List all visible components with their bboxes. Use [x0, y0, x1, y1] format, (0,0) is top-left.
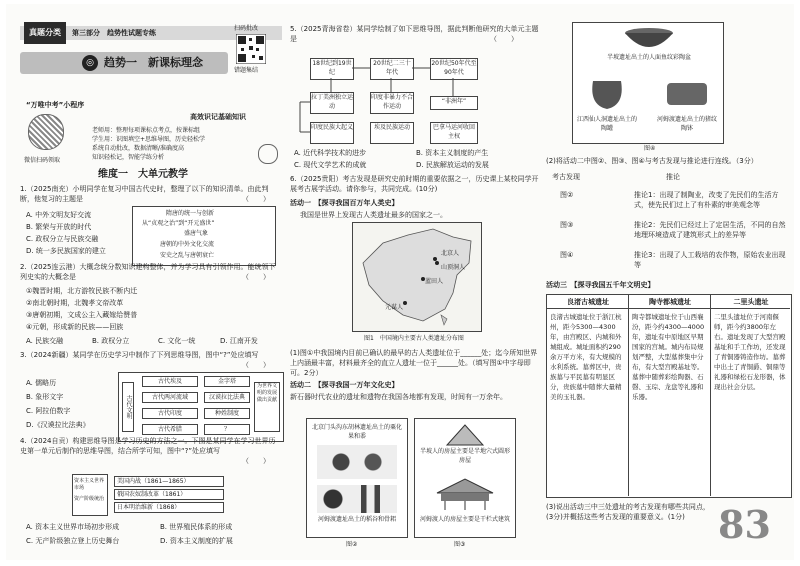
fig2-caption-top: 北京门头沟东胡林遗址出土的粟化果和黍 [311, 424, 402, 440]
table-divider [628, 294, 629, 496]
q3-node: 古代印度 [142, 408, 198, 419]
qr-sub: 错题集结 [234, 67, 259, 74]
semi-house-photo [443, 423, 487, 447]
q5-option-a[interactable]: A. 近代科学技术的进步 [294, 149, 367, 157]
q5-option-d[interactable]: D. 民族解放运动的发展 [416, 161, 489, 169]
dimension-title: 维度一 大单元教学 [98, 169, 188, 180]
q4-paren: （ ） [242, 457, 270, 465]
promo-teacher: 老师用：整理每项课标点考点，按课标组 [92, 127, 201, 134]
q4-option-b[interactable]: B. 世界殖民体系的形成 [160, 523, 233, 531]
map-label: 蓝田人 [425, 278, 444, 285]
qr-code-icon[interactable] [236, 34, 266, 64]
banner-badge-icon: ◎ [82, 55, 98, 71]
q6-part2: (2)将活动二中图②、图③、图④与考古发现与推论进行连线。（3分） [546, 157, 758, 165]
q6-stem: 6.（2025贵阳）考古发现是研究史前时期的重要依据之一，历史课上某校同学开展考古展学活动。请你参与，共同完成。(10分) [290, 175, 539, 193]
q5-option-c[interactable]: C. 现代文学艺术的成就 [294, 161, 367, 169]
table-header: 二里头遗址 [733, 298, 769, 306]
q6-activity2-text: 新石器时代农业的遗址和遗物在我国各地都有发现，时间有一万余年。 [290, 393, 507, 401]
qr-label: 扫码批改 [234, 25, 259, 32]
q3-node: 种姓制度 [204, 408, 250, 419]
q5-top: 20世纪二三十年代 [370, 58, 414, 80]
bone-tool-photo [317, 485, 397, 513]
q4-left: 资本主义世界市场 [74, 478, 105, 491]
q5-bot: 印度民族大起义 [310, 122, 354, 144]
q4-option-a[interactable]: A. 资本主义世界市场初步形成 [26, 523, 120, 531]
pig-bowl-photo [663, 79, 711, 109]
painted-basin-photo [623, 27, 675, 49]
q5-mid: “非洲年” [430, 96, 478, 110]
q2-option-d[interactable]: D. 江南开发 [220, 337, 258, 345]
q3-center: 古代文明 [122, 382, 134, 432]
th-find: 考古发现 [552, 173, 580, 181]
q2-stem: 2.（2025连云港）大概念统分数知识建构整体，并为学习具有引领作用。能统领下列史实的大概念是 [20, 263, 276, 281]
q1-box-line: 隋唐的统一与创新 [166, 210, 215, 217]
map-label: 山顶洞人 [441, 264, 466, 271]
promo-right: 高效识记基础知识 [190, 113, 246, 121]
q4-stem: 4.（2024自贡）构建思维导图是学习历史的方法之一。下图是某同学在学习世界历史第一单元后制作的思维导图，结合所学可知，图中“?”处应填写 [20, 437, 276, 455]
q3-node: ？ [204, 424, 250, 435]
q4-option-c[interactable]: C. 无产阶级独立登上历史舞台 [26, 537, 120, 545]
q5-connectors [290, 56, 540, 146]
q2-option-a[interactable]: A. 民族交融 [26, 337, 64, 345]
q1-box-line: 唐朝的中外文化交流 [160, 241, 215, 248]
figure-4 [572, 22, 724, 144]
q4-item: 日本明治维新（1868） [114, 502, 224, 513]
link-inference[interactable]: 推论1：出现了制陶业，改变了先民们的生活方式，使先民们过上了有朴素的审美观念等 [634, 191, 779, 209]
q4-item: 美国内战（1861—1865） [114, 476, 224, 487]
link-fig[interactable]: 图③ [560, 221, 574, 229]
q5-mid: 印度非暴力不合作运动 [370, 92, 414, 114]
q6-activity1-text: 我国是世界上发现古人类遗址最多的国家之一。 [300, 211, 447, 219]
promo-wechat: 微信扫码领取 [24, 157, 61, 164]
q1-option-c[interactable]: C. 政权分立与民族交融 [26, 235, 99, 243]
q3-option-d[interactable]: D.《汉谟拉比法典》 [26, 421, 90, 429]
table-divider [546, 308, 790, 309]
fig3-label: 图③ [454, 541, 466, 548]
page-number: 83 [718, 502, 771, 547]
table-header: 陶寺都城遗址 [649, 298, 691, 306]
q1-box-line: 盛唐气象 [184, 230, 209, 237]
q3-node: 古代埃及 [142, 376, 198, 387]
q2-item: ④元朝，形成新的民族——回族 [26, 323, 124, 331]
table-cell: 良渚古城遗址位于浙江杭州，距今5300—4300年，由宫殿区、内城和外城组成。城址面积约290余万平方米，有大规模的水利系统。墓葬区中，贵族墓与平民墓有明显区分，贵族墓中随葬大量精美的玉礼器。 [550, 313, 622, 401]
q3-option-b[interactable]: B. 象形文字 [26, 393, 64, 401]
logo: 真题分类 [24, 22, 66, 44]
stilt-house-photo [431, 475, 499, 511]
q1-box-line: 从“贞观之治”到“开元盛世” [142, 220, 215, 227]
link-fig[interactable]: 图② [560, 191, 574, 199]
q1-paren: （ ） [242, 195, 270, 203]
q3-node: 古代希腊 [142, 424, 198, 435]
exam-page [6, 4, 794, 560]
q2-item: ①魏晋时期，北方游牧民族不断内迁 [26, 287, 138, 295]
pot-photo [587, 75, 627, 111]
q5-top: 18世纪到19世纪 [310, 58, 354, 80]
q5-bot: 巴拿马运河收回主权 [430, 122, 478, 144]
promo-extra1: 系统自动批改，数据清晰/准确度高 [92, 145, 185, 152]
q2-option-b[interactable]: B. 政权分立 [92, 337, 130, 345]
table-cell: 陶寺都城遗址位于山西襄汾，距今约4300—4000年，遗址有中原地区早期国家的宫城。城内布局规划严整，大型墓葬集中分布，有大型宫殿基址等。墓葬中随葬彩绘陶器、石磬、玉琮、龙盘等礼器和乐器。 [632, 313, 705, 401]
q6-activity1: 活动一 【探寻我国百万年人类史】 [290, 199, 399, 207]
q5-mid: 拉丁美洲独立运动 [310, 92, 354, 114]
fig2-caption-bottom: 河姆渡遗址出土的稻谷和骨耜 [317, 516, 396, 523]
q2-paren: （ ） [242, 273, 270, 281]
q1-stem: 1.（2025南充）小明同学在复习中国古代史时，整理了以下的知识清单。由此判断，他复习的主题是 [20, 185, 269, 203]
figure-2 [306, 418, 408, 538]
table-cell: 二里头遗址位于河南偃师，距今约3800年左右。遗址发现了大型宫殿基址和手工作坊，还发现了青铜器铸造作坊。墓葬中出土了青铜爵、铜鼎等礼器和绿松石龙形器，体现出社会分层。 [714, 313, 786, 391]
fig4-caption: 江西仙人洞遗址出土的陶罐 [577, 116, 638, 132]
q2-option-c[interactable]: C. 文化一统 [158, 337, 196, 345]
wechat-qr-icon[interactable] [28, 114, 64, 150]
q1-option-b[interactable]: B. 繁荣与开放的时代 [26, 223, 92, 231]
q3-node: 古代两河流域 [142, 392, 198, 403]
fig3-caption-bottom: 河姆渡人的房屋主要是干栏式建筑 [419, 516, 510, 523]
q6-part3: (3)说出活动三中三处遗址的考古发现有哪些共同点，(3分)并概括这些考古发现的重要意义。(1分) [546, 503, 710, 521]
q5-paren: （ ） [490, 35, 518, 43]
q2-item: ③唐朝初期，文成公主入藏嫁给赞普 [26, 311, 138, 319]
q6-activity2: 活动二 【探寻我国一万年文化史】 [290, 381, 399, 389]
q4-left: 资产阶级统治 [74, 496, 105, 502]
fig4-label: 图④ [644, 145, 656, 152]
fig4-caption: 半坡遗址出土的人面鱼纹彩陶盆 [606, 54, 691, 61]
section-label: 第三部分 趋势性试题专练 [72, 29, 156, 37]
q1-box-line: 安史之乱与唐朝衰亡 [160, 252, 215, 259]
q2-item: ②南北朝时期，北魏孝文帝改革 [26, 299, 124, 307]
grain-photo [317, 445, 397, 479]
table-divider [710, 294, 711, 496]
promo-extra2: 知识轻松记，智能学练分析 [92, 154, 165, 161]
figure-3 [414, 418, 516, 538]
q5-option-b[interactable]: B. 资本主义制度的产生 [416, 149, 489, 157]
map-label: 元谋人 [385, 304, 404, 311]
promo-app: “万唯中考”小程序 [26, 101, 85, 109]
china-map [352, 222, 482, 332]
table-header: 良渚古城遗址 [567, 298, 609, 306]
q3-node: 金字塔 [204, 376, 250, 387]
q4-option-d[interactable]: D. 资本主义制度的扩展 [160, 537, 233, 545]
q1-option-a[interactable]: A. 中外文明友好交流 [26, 211, 92, 219]
q5-stem: 5.（2025青海省卷）某同学绘制了如下思维导图，据此判断他研究的大单元主题是 [290, 25, 539, 43]
promo-student: 学生用：识图填空+思维导图，历史轻松学 [92, 136, 206, 143]
map-caption: 图1 中国境内主要古人类遗址分布图 [364, 335, 464, 342]
fig2-label: 图② [346, 541, 358, 548]
th-infer: 推论 [666, 173, 680, 181]
banner-title: 趋势一 新课标理念 [104, 56, 203, 69]
link-inference[interactable]: 推论3：出现了人工栽培的农作物，原始农业出现等 [634, 251, 786, 269]
fig3-caption-top: 半坡人的房屋主要是半地穴式圆形房屋 [419, 448, 510, 464]
q3-option-a[interactable]: A. 儒略历 [26, 379, 57, 387]
q3-option-c[interactable]: C. 阿拉伯数字 [26, 407, 71, 415]
fig4-caption: 河姆渡遗址出土的猪纹陶钵 [656, 116, 717, 132]
q3-paren: （ ） [242, 361, 270, 369]
seal-icon [258, 144, 278, 164]
q1-option-d[interactable]: D. 统一多民族国家的建立 [26, 247, 106, 255]
q3-node: 汉谟拉比法典 [204, 392, 250, 403]
map-label: 北京人 [441, 250, 460, 257]
q5-bot: 埃及民族运动 [370, 122, 414, 144]
q3-side: 为世界文明的发展做出贡献 [254, 382, 280, 432]
q6-activity3: 活动三 【探寻我国五千年文明史】 [546, 281, 655, 289]
link-inference[interactable]: 推论2：先民们已经过上了定居生活，不同的自然地理环境造成了建筑形式上的差异等 [634, 221, 786, 239]
q5-top: 20世纪50年代至90年代 [430, 58, 478, 80]
q6-blank1: (1)图①中我国境内目前已确认的最早的古人类遗址位于______处；迄今所知世界上内涵最丰富，材料最齐全的直立人遗址一位于______处。（填写图①中字母即可。2分） [290, 349, 538, 377]
link-fig[interactable]: 图④ [560, 251, 574, 259]
q4-item: 俄国农奴制改革（1861） [114, 489, 224, 500]
q3-stem: 3.（2024新疆）某同学在历史学习中制作了下列思维导图，图中“?”处应填写 [20, 351, 259, 359]
